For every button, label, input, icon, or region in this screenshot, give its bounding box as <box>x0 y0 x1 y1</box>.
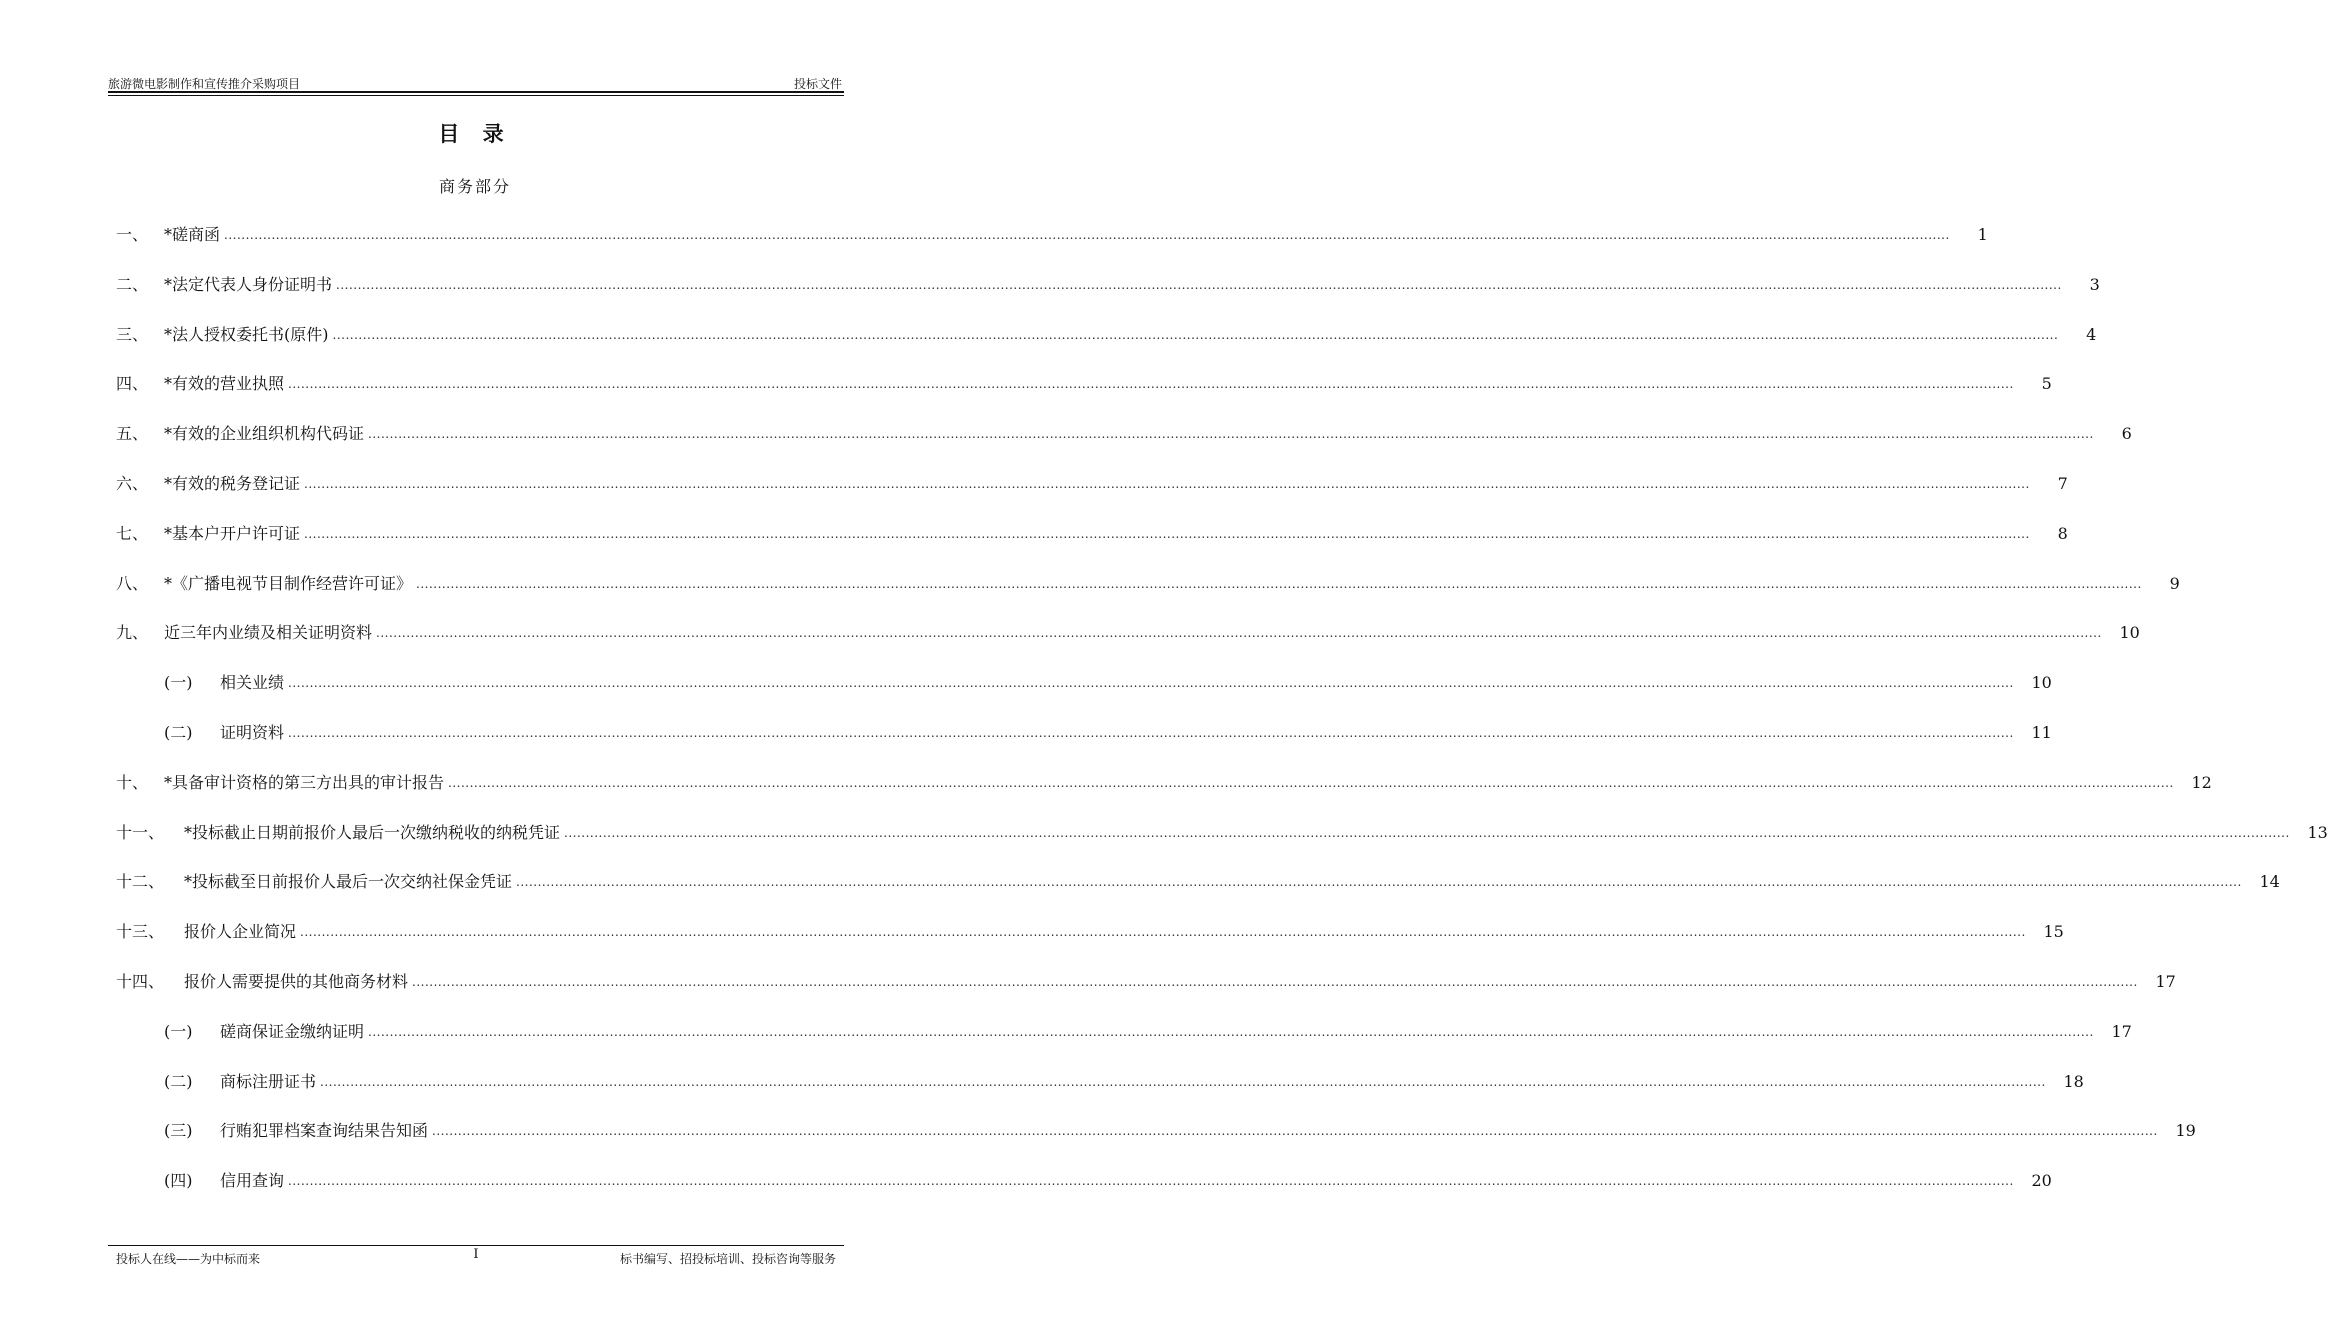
header-rule-thin <box>108 95 844 96</box>
toc-dot-leader: ................................................................................................................................................................................................................................................................................................................................................................................................................ <box>376 626 2102 641</box>
toc-title: 目 录 <box>438 121 512 146</box>
toc-entry-page: 5 <box>2041 374 2052 394</box>
toc-entry-number: (三) <box>164 1121 193 1141</box>
toc-entry-number: 十一、 <box>116 822 165 842</box>
toc-dot-leader: ................................................................................................................................................................................................................................................................................................................................................................................................................ <box>224 228 1950 242</box>
toc-entry-page: 12 <box>2191 772 2212 792</box>
toc-entry[interactable] <box>116 1118 2196 1168</box>
toc-entry-number: 四、 <box>116 374 149 394</box>
toc-entry-number: (一) <box>164 673 193 693</box>
page-number: I <box>473 1247 479 1262</box>
toc-entry-title: *投标截至日前报价人最后一次交纳社保金凭证 <box>184 872 513 892</box>
page-footer <box>116 1247 836 1268</box>
toc-entry[interactable] <box>116 322 2097 372</box>
page-header <box>108 74 842 92</box>
toc-entry-page: 15 <box>2043 922 2064 942</box>
toc-entry-title: 磋商保证金缴纳证明 <box>220 1021 365 1041</box>
toc-entry-page: 1 <box>1977 225 1988 244</box>
toc-entry-number: (四) <box>164 1171 193 1191</box>
toc-entry-title: *《广播电视节目制作经营许可证》 <box>164 573 413 593</box>
toc-entry[interactable] <box>116 969 2176 1019</box>
toc-entry-page: 7 <box>2057 473 2068 493</box>
toc-entry-title: *有效的税务登记证 <box>164 473 301 493</box>
toc-entry-title: 报价人需要提供的其他商务材料 <box>184 971 409 991</box>
toc-dot-leader: ................................................................................................................................................................................................................................................................................................................................................................................................................ <box>288 676 2014 691</box>
toc-entry-page: 10 <box>2031 673 2052 693</box>
toc-entry[interactable] <box>116 371 2052 421</box>
toc-dot-leader: ................................................................................................................................................................................................................................................................................................................................................................................................................ <box>288 1174 2014 1189</box>
toc-entry-page: 10 <box>2119 623 2140 643</box>
toc-entry-title: *基本户开户许可证 <box>164 523 301 543</box>
toc-dot-leader: ................................................................................................................................................................................................................................................................................................................................................................................................................ <box>432 1124 2158 1139</box>
toc-entry[interactable] <box>116 1168 2052 1218</box>
toc-section-title: 商务部分 <box>438 177 511 196</box>
toc-entry-title: 行贿犯罪档案查询结果告知函 <box>220 1121 429 1141</box>
toc-entry[interactable] <box>116 1069 2084 1119</box>
toc-entry-title: *投标截止日期前报价人最后一次缴纳税收的纳税凭证 <box>184 822 561 842</box>
toc-entry[interactable] <box>116 670 2052 720</box>
toc-entry[interactable] <box>116 272 2100 322</box>
toc-dot-leader: ................................................................................................................................................................................................................................................................................................................................................................................................................ <box>416 576 2142 591</box>
toc-entry-number: (二) <box>164 722 193 742</box>
toc-entry-number: (二) <box>164 1071 193 1091</box>
toc-dot-leader: ................................................................................................................................................................................................................................................................................................................................................................................................................ <box>288 377 2014 392</box>
toc-entry-title: *法定代表人身份证明书 <box>164 274 333 294</box>
toc-entry-page: 13 <box>2307 822 2328 842</box>
toc-entry-title: 信用查询 <box>220 1171 285 1191</box>
toc-entry-page: 18 <box>2063 1071 2084 1091</box>
toc-entry-title: *磋商函 <box>164 225 221 244</box>
header-project-title: 旅游微电影制作和宣传推介采购项目 <box>108 77 301 91</box>
toc-entry[interactable] <box>116 1019 2132 1069</box>
toc-entry-page: 19 <box>2175 1121 2196 1141</box>
toc-dot-leader: ................................................................................................................................................................................................................................................................................................................................................................................................................ <box>368 1024 2094 1039</box>
toc-entry-number: 十四、 <box>116 971 165 991</box>
toc-dot-leader: ................................................................................................................................................................................................................................................................................................................................................................................................................ <box>304 526 2030 541</box>
toc-entry-number: 八、 <box>116 573 149 593</box>
toc-entry-page: 11 <box>2031 722 2052 742</box>
toc-entry-page: 6 <box>2121 424 2132 444</box>
toc-list <box>116 222 2328 1218</box>
toc-entry-title: *有效的企业组织机构代码证 <box>164 424 365 444</box>
toc-dot-leader: ................................................................................................................................................................................................................................................................................................................................................................................................................ <box>412 974 2138 989</box>
toc-entry-number: 一、 <box>116 225 149 244</box>
toc-entry-number: 三、 <box>116 324 149 344</box>
toc-entry-title: 报价人企业简况 <box>184 922 297 942</box>
toc-entry-page: 9 <box>2169 573 2180 593</box>
toc-entry-title: 近三年内业绩及相关证明资料 <box>164 623 373 643</box>
header-rule <box>108 91 844 93</box>
header-doc-type: 投标文件 <box>793 77 842 91</box>
footer-left-slogan: 投标人在线——为中标而来 <box>116 1252 261 1266</box>
toc-dot-leader: ................................................................................................................................................................................................................................................................................................................................................................................................................ <box>288 725 2014 740</box>
toc-entry-title: *法人授权委托书(原件) <box>164 324 329 344</box>
toc-entry-page: 3 <box>2089 274 2100 294</box>
toc-entry-page: 8 <box>2057 523 2068 543</box>
toc-entry-title: 商标注册证书 <box>220 1071 317 1091</box>
toc-entry[interactable] <box>116 919 2064 969</box>
toc-entry-title: 相关业绩 <box>220 673 285 693</box>
toc-entry-page: 17 <box>2155 971 2176 991</box>
toc-entry-number: 十、 <box>116 772 149 792</box>
toc-entry-number: 五、 <box>116 424 149 444</box>
footer-right-services: 标书编写、招投标培训、投标咨询等服务 <box>619 1252 836 1266</box>
toc-dot-leader: ................................................................................................................................................................................................................................................................................................................................................................................................................ <box>304 476 2030 491</box>
toc-dot-leader: ................................................................................................................................................................................................................................................................................................................................................................................................................ <box>320 1074 2046 1089</box>
toc-entry-title: *有效的营业执照 <box>164 374 285 394</box>
toc-entry-number: 七、 <box>116 523 149 543</box>
toc-entry-page: 4 <box>2086 324 2097 344</box>
toc-entry[interactable] <box>116 421 2132 471</box>
toc-entry-title: *具备审计资格的第三方出具的审计报告 <box>164 772 445 792</box>
toc-entry[interactable] <box>116 770 2212 820</box>
toc-entry[interactable] <box>116 521 2068 571</box>
toc-entry[interactable] <box>116 820 2328 870</box>
toc-entry-number: 十二、 <box>116 872 165 892</box>
toc-dot-leader: ................................................................................................................................................................................................................................................................................................................................................................................................................ <box>448 775 2174 790</box>
toc-entry-number: 六、 <box>116 473 149 493</box>
toc-dot-leader: ................................................................................................................................................................................................................................................................................................................................................................................................................ <box>516 875 2242 890</box>
toc-entry-number: 十三、 <box>116 922 165 942</box>
toc-entry-page: 17 <box>2111 1021 2132 1041</box>
footer-rule <box>108 1245 844 1246</box>
toc-entry-number: (一) <box>164 1021 193 1041</box>
toc-entry-page: 20 <box>2031 1171 2052 1191</box>
toc-entry-page: 14 <box>2259 872 2280 892</box>
toc-entry[interactable] <box>116 869 2280 919</box>
toc-dot-leader: ................................................................................................................................................................................................................................................................................................................................................................................................................ <box>300 925 2026 940</box>
toc-entry[interactable] <box>116 222 1988 272</box>
toc-dot-leader: ................................................................................................................................................................................................................................................................................................................................................................................................................ <box>368 427 2094 442</box>
toc-dot-leader: ................................................................................................................................................................................................................................................................................................................................................................................................................ <box>336 277 2062 292</box>
toc-entry-number: 二、 <box>116 274 149 294</box>
toc-entry-title: 证明资料 <box>220 722 285 742</box>
toc-entry[interactable] <box>116 471 2068 521</box>
toc-entry[interactable] <box>116 720 2052 770</box>
toc-dot-leader: ................................................................................................................................................................................................................................................................................................................................................................................................................ <box>332 327 2059 342</box>
toc-dot-leader: ................................................................................................................................................................................................................................................................................................................................................................................................................ <box>564 825 2290 840</box>
toc-entry-number: 九、 <box>116 623 149 643</box>
toc-entry[interactable] <box>116 571 2180 621</box>
toc-entry[interactable] <box>116 620 2140 670</box>
